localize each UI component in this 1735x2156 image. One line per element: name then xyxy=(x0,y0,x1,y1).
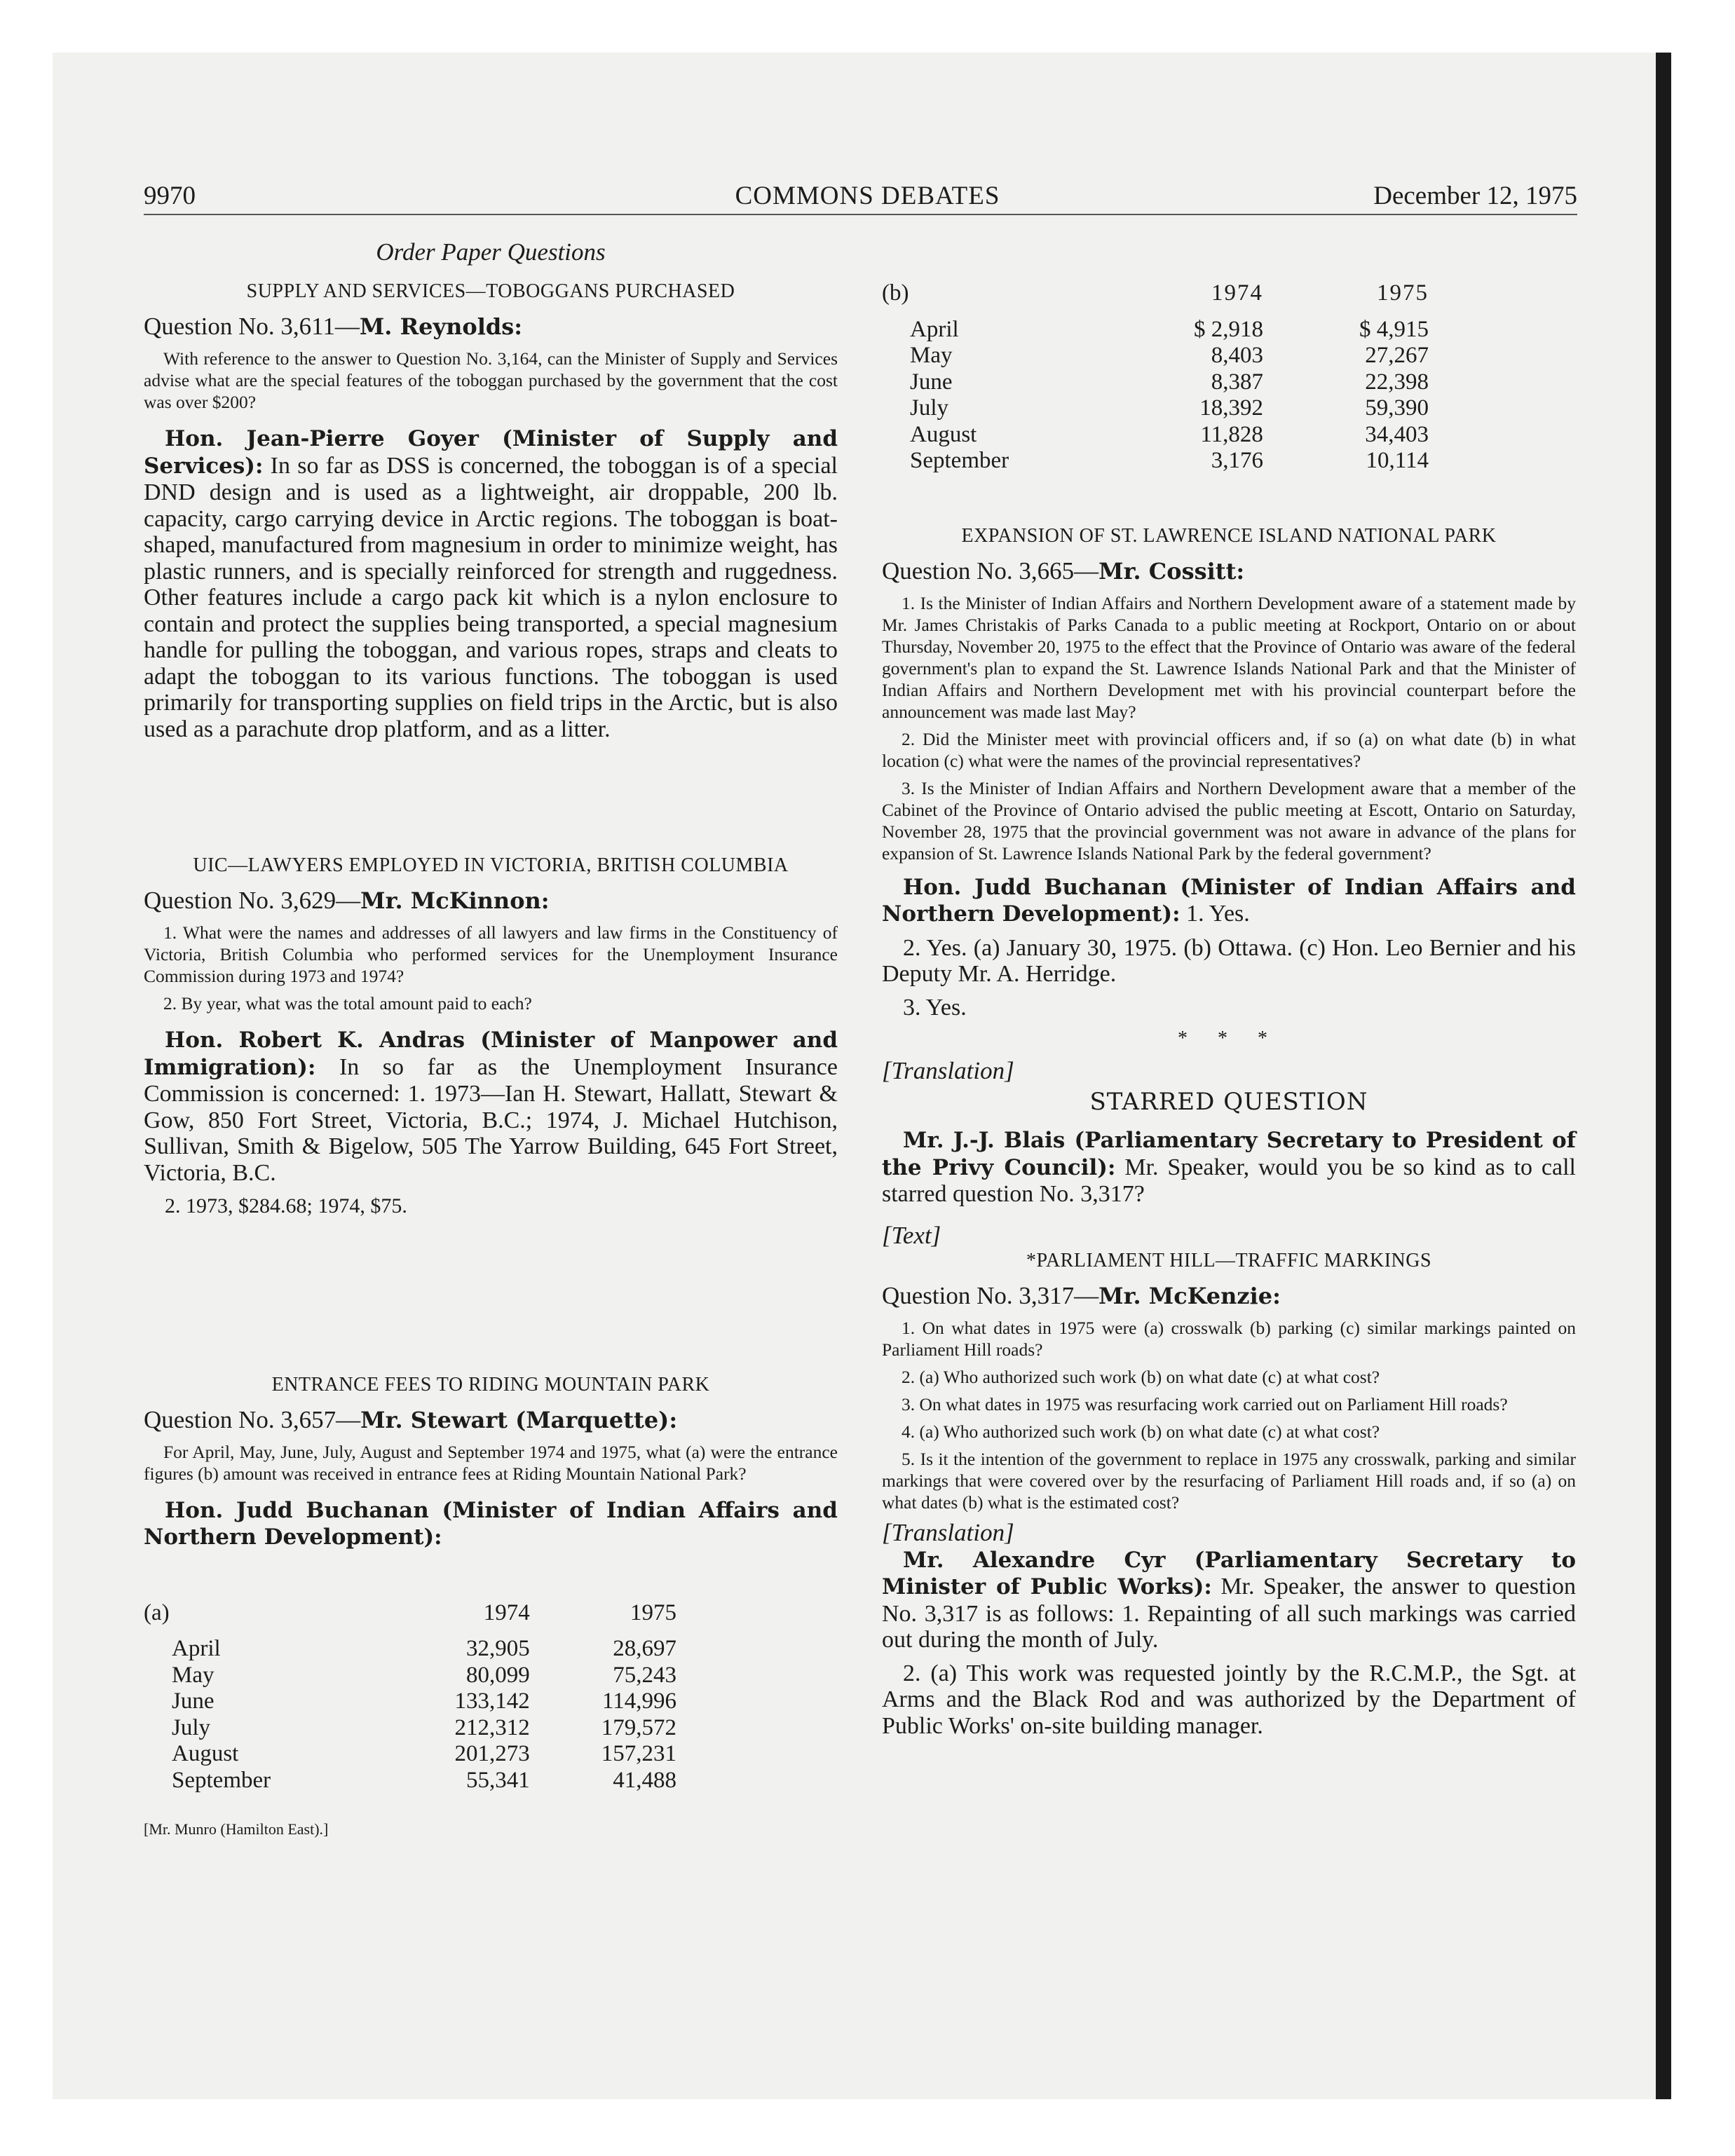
q3-text: For April, May, June, July, August and September 1974 and 1975, what (a) were the entrance figures (b) amount was received in entrance fees at Riding Mountain National Park? xyxy=(144,1441,838,1484)
table-b-val-1974: $ 2,918 xyxy=(1193,316,1263,342)
table-b-val-1974: 3,176 xyxy=(1211,448,1263,473)
q4-text-2: 2. Did the Minister meet with provincial officers and, if so (a) on what date (b) in what location (c) what were the names of the provincial representatives? xyxy=(882,728,1576,771)
q1-number: Question No. 3,611— xyxy=(144,313,360,340)
table-b-row xyxy=(882,343,1429,369)
table-a-col1: 1974 xyxy=(483,1599,530,1625)
table-a-month: April xyxy=(172,1636,221,1661)
table-a-month: June xyxy=(172,1688,215,1714)
q2-answer-text: In so far as the Unemployment Insurance Commission is concerned: 1. 1973—Ian H. Stewart, Hallatt, Stewart & Gow, 850 Fort Street, Victoria, B.C.; 1974, J. Michael Hutchison, Sullivan, Smith & Bigelow, 505 The Yarrow Building, 645 Fort Street, Victoria, B.C. xyxy=(144,1053,838,1186)
cyr-speaker: Mr. Alexandre Cyr (Parliamentary Secretary to Minister of Public Works): xyxy=(882,1547,1576,1599)
table-a-val-1975: 179,572 xyxy=(601,1714,676,1740)
table-b-row xyxy=(882,448,1429,475)
text-marker: [Text] xyxy=(882,1221,941,1249)
table-b-row xyxy=(882,369,1429,396)
table-a-val-1975: 41,488 xyxy=(613,1767,676,1793)
q5-title: *PARLIAMENT HILL—TRAFFIC MARKINGS xyxy=(1026,1249,1432,1271)
table-b-val-1975: $ 4,915 xyxy=(1359,316,1429,342)
table-b-month: May xyxy=(910,343,953,368)
q3-title: ENTRANCE FEES TO RIDING MOUNTAIN PARK xyxy=(271,1373,710,1396)
table-b-col2: 1975 xyxy=(1377,280,1429,306)
q4-speaker: Hon. Judd Buchanan (Minister of Indian Affairs and Northern Development): xyxy=(882,874,1576,927)
q3-answer xyxy=(144,1497,838,1551)
cyr-statement xyxy=(882,1547,1576,1653)
q3-asker: Mr. Stewart (Marquette): xyxy=(360,1406,678,1433)
q2-speaker: Hon. Robert K. Andras (Minister of Manpower and Immigration): xyxy=(144,1028,838,1080)
q2-title: UIC—LAWYERS EMPLOYED IN VICTORIA, BRITISH COLUMBIA xyxy=(193,854,789,876)
table-b-body xyxy=(882,317,1429,475)
q5-asker: Mr. McKenzie: xyxy=(1098,1282,1281,1309)
running-title: COMMONS DEBATES xyxy=(735,182,1000,210)
q2-asker: Mr. McKinnon: xyxy=(360,887,550,914)
left-column xyxy=(144,224,838,1838)
q2-text-1: 1. What were the names and addresses of all lawyers and law firms in the Constituency of Victoria, British Columbia who performed services for the Unemployment Insurance Commission during 1973 and 1974? xyxy=(144,922,838,986)
q1-answer xyxy=(144,425,838,742)
q1-title: SUPPLY AND SERVICES—TOBOGGANS PURCHASED xyxy=(246,280,735,302)
table-a-header xyxy=(144,1600,676,1627)
table-a-row xyxy=(144,1715,676,1742)
table-a-row xyxy=(144,1688,676,1715)
table-a-val-1974: 201,273 xyxy=(454,1741,530,1766)
table-b-val-1975: 10,114 xyxy=(1366,448,1429,473)
table-a-row xyxy=(144,1663,676,1689)
q3-question-line xyxy=(144,1406,838,1434)
q4-text-3: 3. Is the Minister of Indian Affairs and Northern Development aware that a member of the Cabinet of the Province of Ontario advised the public meeting at Escott, Ontario on Saturday, November 28, 1975 that the provincial government was not aware in advance of the plans for expansion of St. Lawrence Islands National Park by the federal government? xyxy=(882,777,1576,864)
table-b-month: August xyxy=(910,421,977,447)
blais-statement xyxy=(882,1127,1576,1208)
q5-text-2: 2. (a) Who authorized such work (b) on what date (c) at what cost? xyxy=(901,1366,1380,1387)
q1-text: With reference to the answer to Question No. 3,164, can the Minister of Supply and Services advise what are the special features of the toboggan purchased by the government that the cost was over $200? xyxy=(144,348,838,412)
translation-marker-2: [Translation] xyxy=(882,1518,1014,1546)
table-b-month: June xyxy=(910,369,953,395)
q5-text-4: 4. (a) Who authorized such work (b) on what date (c) at what cost? xyxy=(901,1421,1380,1442)
table-b-row xyxy=(882,422,1429,449)
blais-text: Mr. Speaker, would you be so kind as to call starred question No. 3,317? xyxy=(882,1154,1577,1207)
scan-edge-bar xyxy=(1656,53,1671,2099)
table-b-month: September xyxy=(910,448,1009,473)
table-b-label: (b) xyxy=(882,280,909,306)
table-a-val-1975: 75,243 xyxy=(613,1662,676,1688)
table-b-row xyxy=(882,395,1429,422)
table-b-val-1974: 8,387 xyxy=(1211,369,1263,395)
table-a-val-1975: 157,231 xyxy=(601,1741,676,1766)
right-column xyxy=(882,280,1576,1746)
table-b-val-1974: 8,403 xyxy=(1211,343,1263,368)
translation-marker-1: [Translation] xyxy=(882,1057,1014,1084)
table-a-col2: 1975 xyxy=(630,1599,676,1625)
q5-text-1: 1. On what dates in 1975 were (a) crosswalk (b) parking (c) similar markings painted on Parliament Hill roads? xyxy=(882,1317,1576,1360)
table-b-val-1975: 34,403 xyxy=(1365,421,1429,447)
page-date: December 12, 1975 xyxy=(1373,182,1577,210)
cyr-text: Mr. Speaker, the answer to question No. 3,317 is as follows: 1. Repainting of all such markings was carried out during the month of July. xyxy=(882,1574,1576,1653)
table-a-body xyxy=(144,1636,676,1794)
table-a-month: July xyxy=(172,1714,211,1740)
blais-speaker: Mr. J.-J. Blais (Parliamentary Secretary to President of the Privy Council): xyxy=(882,1128,1576,1180)
table-a-row xyxy=(144,1636,676,1663)
table-b-month: July xyxy=(910,395,949,421)
table-b-month: April xyxy=(910,316,959,342)
table-a-row xyxy=(144,1741,676,1768)
q2-question-line xyxy=(144,887,838,915)
table-a-val-1974: 32,905 xyxy=(465,1636,530,1661)
page-number: 9970 xyxy=(144,182,196,210)
table-a-val-1975: 28,697 xyxy=(613,1636,676,1661)
table-b-val-1974: 18,392 xyxy=(1199,395,1263,421)
table-a xyxy=(144,1600,676,1794)
q2-answer-2: 2. 1973, $284.68; 1974, $75. xyxy=(165,1194,407,1217)
q4-answer-3: 3. Yes. xyxy=(903,994,967,1021)
q4-text-1: 1. Is the Minister of Indian Affairs and Northern Development aware of a statement made by Mr. James Christakis of Parks Canada to a public meeting at Rockport, Ontario on or about Thursday, November 20, 1975 to the effect that the Province of Ontario was aware of the federal government's plan to expand the St. Lawrence Islands National Park and that the Minister of Indian Affairs and Northern Development met with his provincial counterpart before the announcement was made last May? xyxy=(882,592,1576,722)
table-b-val-1974: 11,828 xyxy=(1200,421,1263,447)
q2-answer xyxy=(144,1027,838,1186)
cyr-text-2: 2. (a) This work was requested jointly by the R.C.M.P., the Sgt. at Arms and the Black Rod and was authorized by the Department of Public Works' on-site building manager. xyxy=(882,1660,1576,1739)
q4-answer-1 xyxy=(882,874,1576,928)
table-b-val-1975: 22,398 xyxy=(1365,369,1429,395)
q2-text-2: 2. By year, what was the total amount paid to each? xyxy=(163,993,532,1014)
q5-number: Question No. 3,317— xyxy=(882,1281,1099,1309)
q1-asker: M. Reynolds: xyxy=(359,313,523,340)
q3-number: Question No. 3,657— xyxy=(144,1405,361,1433)
q1-question-line xyxy=(144,313,838,341)
footer-note: [Mr. Munro (Hamilton East).] xyxy=(144,1820,329,1838)
table-b-col1: 1974 xyxy=(1211,280,1263,306)
q4-number: Question No. 3,665— xyxy=(882,557,1099,585)
q1-answer-text: In so far as DSS is concerned, the toboggan is of a special DND design and is used as a lightweight, air droppable, 200 lb. capacity, cargo carrying device in Arctic regions. The toboggan is boat-shaped, manufactured from magnesium in order to minimize weight, has plastic runners, and is specially reinforced for strength and ruggedness. Other features include a cargo pack kit which is a nylon enclosure to contain and protect the supplies being transported, a special magnesium handle for pulling the toboggan, and various ropes, straps and cleats to adapt the toboggan to its various functions. The toboggan is used primarily for transporting supplies on field trips in the Arctic, but is also used as a parachute drop platform, and as a litter. xyxy=(144,452,838,742)
q4-question-line xyxy=(882,557,1576,585)
table-a-val-1974: 212,312 xyxy=(454,1714,530,1740)
table-b-val-1975: 27,267 xyxy=(1365,343,1429,368)
section-stars: * * * xyxy=(1178,1028,1280,1049)
starred-question-title: STARRED QUESTION xyxy=(1089,1088,1368,1116)
q5-text-3: 3. On what dates in 1975 was resurfacing work carried out on Parliament Hill roads? xyxy=(901,1393,1508,1414)
table-a-month: September xyxy=(172,1767,271,1793)
q1-speaker: Hon. Jean-Pierre Goyer (Minister of Supply and Services): xyxy=(144,426,838,479)
q3-speaker: Hon. Judd Buchanan (Minister of Indian Affairs and Northern Development): xyxy=(144,1497,838,1550)
table-a-val-1974: 80,099 xyxy=(465,1662,530,1688)
q5-question-line xyxy=(882,1282,1576,1310)
table-a-val-1975: 114,996 xyxy=(601,1688,676,1714)
table-b-val-1975: 59,390 xyxy=(1365,395,1429,421)
table-b xyxy=(882,280,1429,475)
table-a-month: May xyxy=(172,1662,215,1688)
table-a-val-1974: 133,142 xyxy=(454,1688,530,1714)
q4-answer-1-text: 1. Yes. xyxy=(1180,901,1250,927)
section-heading: Order Paper Questions xyxy=(376,238,606,266)
q4-asker: Mr. Cossitt: xyxy=(1098,557,1245,585)
q4-title: EXPANSION OF ST. LAWRENCE ISLAND NATIONAL PARK xyxy=(961,524,1497,547)
table-a-month: August xyxy=(172,1741,239,1766)
header-rule xyxy=(144,214,1577,215)
q5-text-5: 5. Is it the intention of the government to replace in 1975 any crosswalk, parking and similar markings that were covered over by the resurfacing of Parliament Hill roads and, if so (a) on what dates (b) what is the estimated cost? xyxy=(882,1448,1576,1513)
q2-number: Question No. 3,629— xyxy=(144,887,361,914)
table-b-row xyxy=(882,317,1429,343)
table-a-row xyxy=(144,1768,676,1794)
table-a-label: (a) xyxy=(144,1599,170,1625)
table-b-header xyxy=(882,280,1429,307)
q4-answer-2: 2. Yes. (a) January 30, 1975. (b) Ottawa. (c) Hon. Leo Bernier and his Deputy Mr. A. Herridge. xyxy=(882,934,1576,987)
table-a-val-1974: 55,341 xyxy=(465,1767,530,1793)
